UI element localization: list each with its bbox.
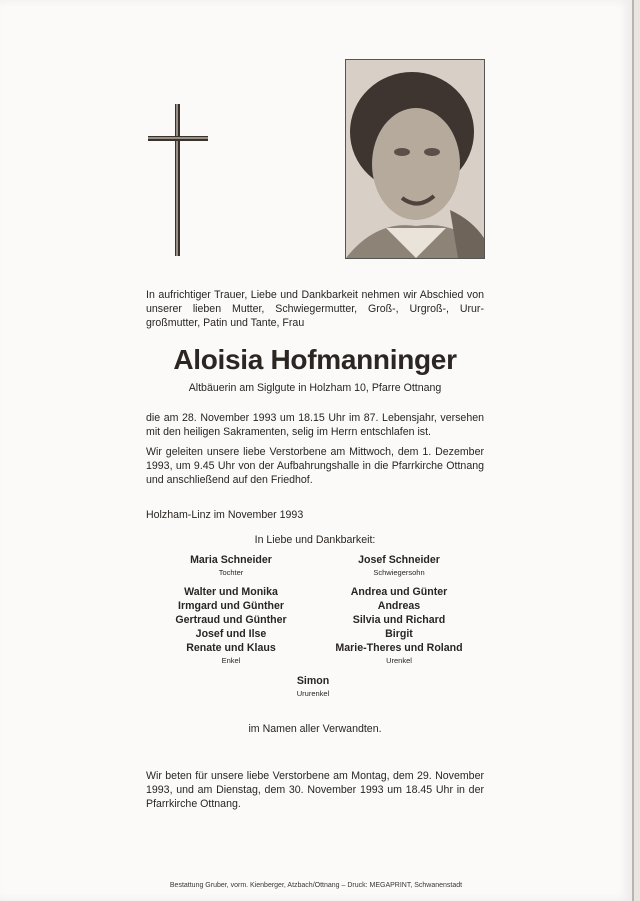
mourner-relation: Tochter <box>218 568 244 577</box>
mourner-group-son-in-law <box>314 553 484 579</box>
funeral-notice: Wir geleiten unsere liebe Verstorbene am Mittwoch, dem 1. Dezember 1993, um 9.45 Uhr von der Aufbahrungshalle in die Pfarrkirche Ottnang und anschließend auf den Friedhof. <box>146 446 484 486</box>
death-notice: die am 28. November 1993 um 18.15 Uhr im 87. Lebensjahr, versehen mit den heiligen Sakramenten, selig im Herrn entschlafen ist. <box>146 412 484 438</box>
mourner-name: Birgit <box>385 628 413 640</box>
portrait-photo <box>345 59 485 259</box>
mourner-relation: Enkel <box>221 656 241 665</box>
mourner-name: Andreas <box>377 600 421 612</box>
footer-imprint: Bestattung Gruber, vorm. Kienberger, Atzbach/Ottnang – Druck: MEGAPRINT, Schwanenstadt <box>169 882 463 889</box>
mourner-relation: Schwiegersohn <box>373 568 425 577</box>
mourner-group-great-great-grandchild <box>228 674 398 700</box>
relatives-line: im Namen aller Verwandten. <box>248 723 382 735</box>
mourner-relation: Ururenkel <box>296 689 330 698</box>
mourner-name: Walter und Monika <box>184 586 278 598</box>
mourner-name: Silvia und Richard <box>352 614 446 626</box>
mourners-heading: In Liebe und Dankbarkeit: <box>254 534 376 546</box>
mourner-relation: Urenkel <box>386 656 412 665</box>
mourner-group-daughter <box>146 553 316 579</box>
mourner-name: Josef Schneider <box>358 554 440 566</box>
cross-icon <box>148 104 208 256</box>
mourner-name: Renate und Klaus <box>186 642 276 654</box>
place-date: Holzham-Linz im November 1993 <box>146 509 304 521</box>
prayer-notice: Wir beten für unsere liebe Verstorbene am Montag, dem 29. November 1993, und am Dienstag, dem 30. November 1993 um 18.45 Uhr in der Pfarrkirche Ottnang. <box>146 770 484 810</box>
deceased-name: Aloisia Hofmanninger <box>173 344 457 375</box>
deceased-subtitle: Altbäuerin am Siglgute in Holzham 10, Pfarre Ottnang <box>188 382 442 394</box>
mourner-group-grandchildren <box>146 585 316 667</box>
mourner-name: Gertraud und Günther <box>175 614 287 626</box>
mourner-name: Marie-Theres und Roland <box>335 642 463 654</box>
mourner-name: Simon <box>296 675 330 687</box>
mourner-name: Andrea und Günter <box>350 586 448 598</box>
mourner-name: Irmgard und Günther <box>178 600 284 612</box>
intro-text: In aufrichtiger Trauer, Liebe und Dankbarkeit nehmen wir Abschied von unserer lieben Mutter, Schwiegermutter, Groß-, Urgroß-, Ururgroßmutter, Patin und Tante, Frau <box>146 289 484 329</box>
mourner-group-great-grandchildren <box>314 585 484 667</box>
mourner-name: Josef und Ilse <box>195 628 267 640</box>
mourner-name: Maria Schneider <box>190 554 272 566</box>
